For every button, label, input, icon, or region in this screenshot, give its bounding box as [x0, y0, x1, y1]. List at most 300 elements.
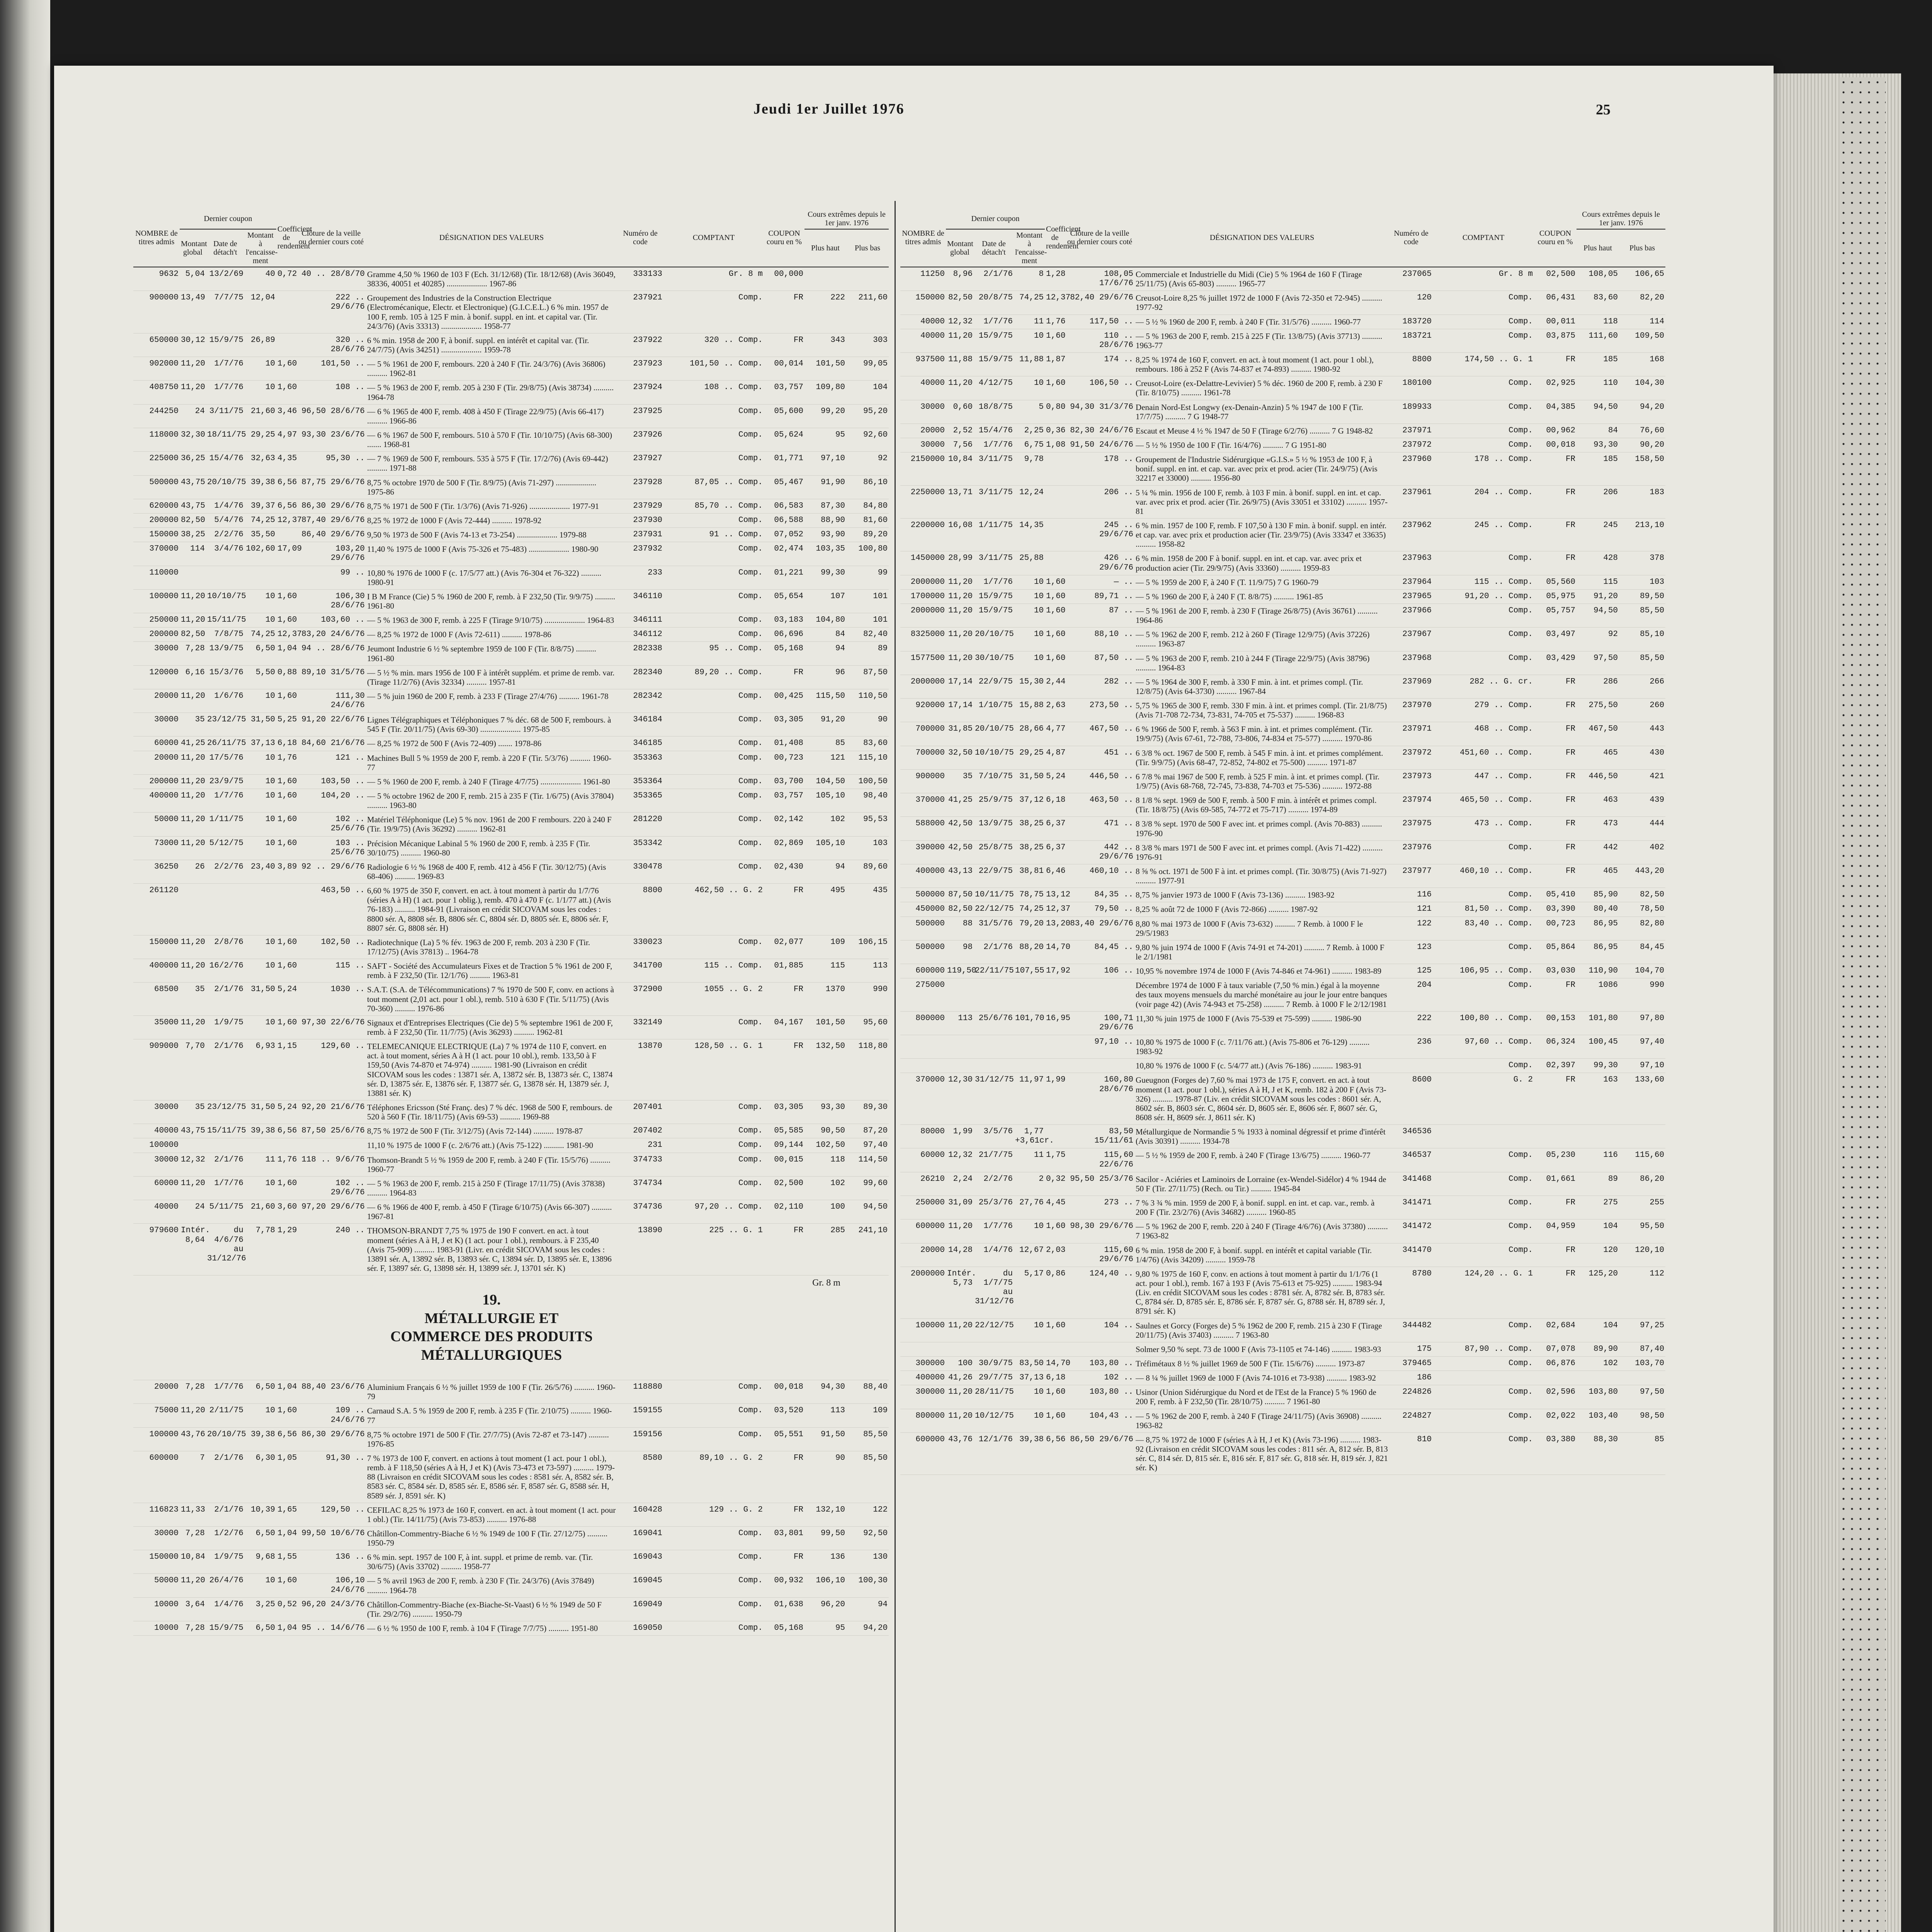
coefficient-cell: 3,46 — [276, 404, 296, 428]
titres-admis-cell: 2000000 — [900, 604, 946, 627]
comptant-cell: Gr. 8 m — [663, 267, 764, 291]
titres-admis-cell: 200000 — [133, 513, 180, 527]
montant-global-cell: 11,20 — [180, 1015, 206, 1039]
coupon-couru-cell: FR — [1534, 793, 1577, 817]
plus-haut-cell: 110 — [1577, 376, 1619, 400]
date-detach-cell: 15/9/75 — [974, 589, 1014, 604]
titres-admis-cell: 620000 — [133, 499, 180, 513]
designation-cell: Saulnes et Gorcy (Forges de) 5 % 1962 de 200 F, remb. 215 à 230 F (Tirage 20/11/75) (Avis 37403) .......... 7 1963-80 — [1134, 1318, 1389, 1342]
security-row — [133, 813, 889, 836]
comptant-cell: Comp. — [1433, 551, 1534, 575]
col-plus-bas: Plus bas — [1619, 229, 1665, 267]
montant-global-cell: 11,20 — [180, 774, 206, 789]
numero-code-cell: 237965 — [1389, 589, 1433, 604]
date-detach-cell: 20/10/75 — [206, 1427, 245, 1451]
cloture-veille-cell — [1065, 978, 1134, 1011]
plus-haut-cell: 94,50 — [1577, 604, 1619, 627]
cloture-veille-cell: 117,50 .. — [1065, 315, 1134, 329]
designation-cell: Tréfimétaux 8 ½ % juillet 1969 de 500 F (Tir. 15/6/76) .......... 1973-87 — [1134, 1356, 1389, 1371]
security-row — [133, 713, 889, 736]
plus-bas-cell: 84,80 — [846, 499, 889, 513]
coefficient-cell: 5,25 — [276, 713, 296, 736]
plus-haut-cell: 85,90 — [1577, 888, 1619, 902]
numero-code-cell: 237971 — [1389, 722, 1433, 746]
designation-cell: — 5 ½ % 1960 de 200 F, remb. à 240 F (Tir. 31/5/76) .......... 1960-77 — [1134, 315, 1389, 329]
coefficient-cell — [1045, 1059, 1065, 1073]
designation-cell: — 5 % juin 1960 de 200 F, remb. à 233 F (Tirage 27/4/76) .......... 1961-78 — [366, 689, 617, 713]
cloture-veille-cell: 178 .. — [1065, 452, 1134, 485]
plus-bas-cell: 100,30 — [846, 1574, 889, 1597]
designation-cell: 10,95 % novembre 1974 de 1000 F (Avis 74-846 et 74-961) .......... 1983-89 — [1134, 964, 1389, 978]
security-row — [900, 1432, 1665, 1475]
titres-admis-cell: 120000 — [133, 665, 180, 689]
plus-haut-cell: 1086 — [1577, 978, 1619, 1011]
coupon-couru-cell: 03,183 — [764, 613, 804, 628]
coefficient-cell: 5,24 — [1045, 769, 1065, 793]
cloture-veille-cell: 84,35 .. — [1065, 888, 1134, 902]
plus-haut-cell: 108,05 — [1577, 267, 1619, 291]
montant-global-cell: 35 — [180, 713, 206, 736]
plus-bas-cell: 443 — [1619, 722, 1665, 746]
numero-code-cell: 237972 — [1389, 746, 1433, 769]
coefficient-cell: 1,60 — [1045, 628, 1065, 651]
designation-cell: Gramme 4,50 % 1960 de 103 F (Ech. 31/12/68) (Tir. 18/12/68) (Avis 36049, 38336, 40051 et 40285) .................... 1967-86 — [366, 267, 617, 291]
section-title-line: 19. — [482, 1292, 501, 1308]
montant-global-cell: 7,28 — [180, 642, 206, 665]
montant-global-cell: 11,20 — [180, 813, 206, 836]
montant-encaissement-cell: 38,25 — [1014, 840, 1045, 864]
date-detach-cell: 13/9/75 — [974, 817, 1014, 840]
designation-cell: 8 3/8 % mars 1971 de 500 F avec int. et primes compl. (Avis 71-422) .......... 1976-91 — [1134, 840, 1389, 864]
designation-cell: — 5 % 1963 de 200 F, remb. 215 à 250 F (Tirage 17/11/75) (Avis 37838) .......... 1964-83 — [366, 1176, 617, 1200]
date-detach-cell: 1/7/76 — [206, 357, 245, 381]
designation-cell: 8 ⅝ % oct. 1971 de 500 F à int. et primes compl. (Tir. 30/8/75) (Avis 71-927) .......... 1977-91 — [1134, 864, 1389, 888]
plus-bas-cell: 89,60 — [846, 860, 889, 883]
comptant-cell: Comp. — [663, 1153, 764, 1176]
plus-haut-cell: 103,80 — [1577, 1385, 1619, 1409]
plus-bas-cell: 100,50 — [846, 774, 889, 789]
montant-encaissement-cell: 3,25 — [245, 1597, 276, 1621]
cloture-veille-cell: 103,80 .. — [1065, 1356, 1134, 1371]
coefficient-cell — [1045, 485, 1065, 518]
coupon-couru-cell — [1534, 1125, 1577, 1148]
montant-global-cell: 0,60 — [946, 400, 974, 423]
titres-admis-cell: 200000 — [133, 774, 180, 789]
coefficient-cell: 0,36 — [1045, 423, 1065, 438]
comptant-cell: Comp. — [1433, 1059, 1534, 1073]
plus-haut-cell: 88,30 — [1577, 1432, 1619, 1475]
comptant-cell: Comp. — [1433, 315, 1534, 329]
comptant-cell: Comp. — [663, 589, 764, 613]
plus-bas-cell: 103 — [846, 836, 889, 860]
plus-haut-cell: 1370 — [804, 983, 846, 1015]
coupon-couru-cell: 03,030 — [1534, 964, 1577, 978]
montant-global-cell: 5,04 — [180, 267, 206, 291]
security-row — [133, 1039, 889, 1100]
montant-encaissement-cell: 10 — [245, 1574, 276, 1597]
montant-encaissement-cell: 10 — [1014, 628, 1045, 651]
date-detach-cell: 20/10/75 — [974, 628, 1014, 651]
designation-cell: 8,75 % 1972 de 500 F (Tir. 3/12/75) (Avis 72-144) .......... 1978-87 — [366, 1124, 617, 1138]
coupon-couru-cell: 05,168 — [764, 1621, 804, 1636]
plus-bas-cell: 90,20 — [1619, 438, 1665, 452]
comptant-cell: 282 .. G. cr. — [1433, 675, 1534, 698]
montant-global-cell: 11,33 — [180, 1503, 206, 1526]
plus-bas-cell: 85 — [1619, 1432, 1665, 1475]
date-detach-cell: 1/11/75 — [206, 813, 245, 836]
security-row — [900, 485, 1665, 518]
coupon-couru-cell: 06,876 — [1534, 1356, 1577, 1371]
montant-global-cell: 43,76 — [180, 1427, 206, 1451]
montant-global-cell: 11,20 — [180, 613, 206, 628]
designation-cell: Châtillon-Commentry-Biache (ex-Biache-St-Vaast) 6 ½ % 1949 de 50 F (Tir. 29/2/76) .......... 1950-79 — [366, 1597, 617, 1621]
date-detach-cell: 1/7/76 — [974, 1219, 1014, 1243]
titres-admis-cell: 30000 — [900, 400, 946, 423]
montant-encaissement-cell — [1014, 1342, 1045, 1356]
security-row — [133, 1124, 889, 1138]
security-row — [900, 964, 1665, 978]
numero-code-cell: 341472 — [1389, 1219, 1433, 1243]
cloture-veille-cell: 99 .. — [296, 566, 366, 589]
comptant-cell: 97,60 .. Comp. — [1433, 1035, 1534, 1059]
titres-admis-cell: 902000 — [133, 357, 180, 381]
plus-haut-cell: 85 — [804, 736, 846, 751]
plus-bas-cell: 260 — [1619, 699, 1665, 722]
numero-code-cell: 346110 — [617, 589, 663, 613]
cloture-veille-cell: 96,50 28/6/76 — [296, 404, 366, 428]
security-row — [900, 840, 1665, 864]
montant-encaissement-cell: 11 — [1014, 1148, 1045, 1172]
plus-haut-cell: 120 — [1577, 1243, 1619, 1267]
cloture-veille-cell: 101,50 .. — [296, 357, 366, 381]
security-row — [900, 352, 1665, 376]
comptant-cell: 87,05 .. Comp. — [663, 475, 764, 499]
titres-admis-cell: 1700000 — [900, 589, 946, 604]
comptant-cell: 225 .. G. 1 — [663, 1224, 764, 1276]
designation-cell: Usinor (Union Sidérurgique du Nord et de l'Est de la France) 5 % 1960 de 200 F, remb. à F 232,50 (Tir. 28/10/75) .......... 7 1961-80 — [1134, 1385, 1389, 1409]
numero-code-cell: 341468 — [1389, 1172, 1433, 1196]
comptant-cell: 473 .. Comp. — [1433, 817, 1534, 840]
montant-global-cell: 11,20 — [946, 628, 974, 651]
security-row — [900, 864, 1665, 888]
security-row — [900, 1011, 1665, 1035]
montant-encaissement-cell: 37,12 — [1014, 793, 1045, 817]
montant-encaissement-cell: 31,50 — [245, 983, 276, 1015]
plus-bas-cell: 990 — [1619, 978, 1665, 1011]
coefficient-cell — [276, 333, 296, 357]
comptant-cell: Comp. — [663, 1100, 764, 1124]
montant-global-cell: 11,20 — [946, 575, 974, 589]
security-row — [133, 1176, 889, 1200]
titres-admis-cell: 600000 — [900, 1219, 946, 1243]
coefficient-cell: 1,60 — [1045, 1219, 1065, 1243]
titres-admis-cell: 244250 — [133, 404, 180, 428]
comptant-cell: 83,40 .. Comp. — [1433, 917, 1534, 940]
plus-bas-cell: 95,60 — [846, 1015, 889, 1039]
designation-cell: Métallurgique de Normandie 5 % 1933 à nominal dégressif et prime d'intérêt (Avis 30391) .......... 1934-78 — [1134, 1125, 1389, 1148]
comptant-cell: 279 .. Comp. — [1433, 699, 1534, 722]
plus-haut-cell: 96,20 — [804, 1597, 846, 1621]
security-row — [900, 917, 1665, 940]
coupon-couru-cell: 05,654 — [764, 589, 804, 613]
security-row — [133, 1138, 889, 1153]
cloture-veille-cell: 87,75 29/6/76 — [296, 475, 366, 499]
security-row — [900, 589, 1665, 604]
montant-encaissement-cell: 9,78 — [1014, 452, 1045, 485]
montant-global-cell: 11,20 — [180, 381, 206, 404]
security-row — [133, 884, 889, 935]
montant-encaissement-cell: 6,50 — [245, 1621, 276, 1636]
coupon-couru-cell: 04,167 — [764, 1015, 804, 1039]
coefficient-cell: 1,60 — [276, 836, 296, 860]
numero-code-cell: 237922 — [617, 333, 663, 357]
plus-haut-cell: 109 — [804, 935, 846, 959]
comptant-cell: Comp. — [1433, 438, 1534, 452]
date-detach-cell: 23/12/75 — [206, 1100, 245, 1124]
date-detach-cell — [974, 1059, 1014, 1073]
coefficient-cell — [1045, 551, 1065, 575]
coefficient-cell: 6,18 — [1045, 1371, 1065, 1385]
cloture-veille-cell: 95,50 25/3/76 — [1065, 1172, 1134, 1196]
plus-haut-cell: 104,80 — [804, 613, 846, 628]
montant-encaissement-cell: 5 — [1014, 400, 1045, 423]
cloture-veille-cell: 102 .. 25/6/76 — [296, 813, 366, 836]
numero-code-cell: 231 — [617, 1138, 663, 1153]
date-detach-cell: 25/9/75 — [974, 793, 1014, 817]
montant-global-cell: 35 — [946, 769, 974, 793]
titres-admis-cell: 400000 — [133, 959, 180, 983]
montant-encaissement-cell: 74,25 — [245, 513, 276, 527]
montant-global-cell: 7,56 — [946, 438, 974, 452]
coupon-couru-cell: FR — [1534, 1196, 1577, 1219]
coupon-couru-cell: FR — [764, 1451, 804, 1503]
titres-admis-cell: 650000 — [133, 333, 180, 357]
date-detach-cell: 29/7/75 — [974, 1371, 1014, 1385]
coupon-couru-cell: 05,600 — [764, 404, 804, 428]
comptant-cell: Comp. — [663, 689, 764, 713]
plus-bas-cell: 92 — [846, 452, 889, 475]
comptant-cell: 115 .. Comp. — [1433, 575, 1534, 589]
montant-global-cell: 8,96 — [946, 267, 974, 291]
comptant-cell: Comp. — [1433, 628, 1534, 651]
coefficient-cell: 4,77 — [1045, 722, 1065, 746]
titres-admis-cell: 700000 — [900, 746, 946, 769]
designation-cell: — 5 % 1960 de 200 F, remb. à 240 F (Tirage 4/7/75) .................... 1961-80 — [366, 774, 617, 789]
montant-encaissement-cell: 107,55 — [1014, 964, 1045, 978]
date-detach-cell: 13/9/75 — [206, 642, 245, 665]
numero-code-cell: 282338 — [617, 642, 663, 665]
montant-global-cell: 119,50 — [946, 964, 974, 978]
montant-encaissement-cell: 11,88 — [1014, 352, 1045, 376]
plus-bas-cell: 110,50 — [846, 689, 889, 713]
cloture-veille-cell: 99,50 10/6/76 — [296, 1526, 366, 1550]
coefficient-cell — [1045, 518, 1065, 551]
designation-cell: — 5 % 1962 de 200 F, remb. 220 à 240 F (Tirage 4/6/76) (Avis 37380) .......... 7 1963-82 — [1134, 1219, 1389, 1243]
cloture-veille-cell: 82,30 24/6/76 — [1065, 423, 1134, 438]
comptant-cell: 462,50 .. G. 2 — [663, 884, 764, 935]
montant-global-cell: 7,28 — [180, 1526, 206, 1550]
numero-code-cell: 237928 — [617, 475, 663, 499]
designation-cell: — 5 % octobre 1962 de 200 F, remb. 215 à 235 F (Tir. 1/6/75) (Avis 37804) .......... 1963-80 — [366, 789, 617, 813]
titres-admis-cell: 118000 — [133, 428, 180, 451]
titres-admis-cell: 600000 — [900, 964, 946, 978]
coupon-couru-cell: 00,018 — [1534, 438, 1577, 452]
security-row — [900, 628, 1665, 651]
montant-encaissement-cell: 31,50 — [1014, 769, 1045, 793]
montant-global-cell: 42,50 — [946, 840, 974, 864]
designation-cell: THOMSON-BRANDT 7,75 % 1975 de 190 F convert. en act. à tout moment (séries A à H, J et K) (1 act. pour 1 obl.), rembours. à F 235,40 (Avis 75-909) .......... 1983-91 (Livr. en crédit SICOVAM sous les codes : 13891 sér. A, 13892 sér. B, 13893 sér. C, 13894 sér. D, 13895 sér. E, 13896 sér. F, 13897 sér. G, 13898 sér. H, 13899 sér. J, 13701 sér. K) — [366, 1224, 617, 1276]
designation-cell: 5,75 % 1965 de 300 F, remb. 330 F min. à int. et primes compl. (Tir. 21/8/75) (Avis 71-708 72-734, 73-831, 74-705 et 75-537) .......... 1968-83 — [1134, 699, 1389, 722]
date-detach-cell: 2/1/76 — [206, 983, 245, 1015]
date-detach-cell: 15/9/75 — [206, 1621, 245, 1636]
cloture-veille-cell: 109 .. 24/6/76 — [296, 1404, 366, 1427]
cloture-veille-cell: 91,20 22/6/76 — [296, 713, 366, 736]
coupon-couru-cell: 01,771 — [764, 452, 804, 475]
security-row — [900, 551, 1665, 575]
coefficient-cell: 1,60 — [276, 1574, 296, 1597]
montant-global-cell: 6,16 — [180, 665, 206, 689]
montant-encaissement-cell — [1014, 978, 1045, 1011]
comptant-cell: Gr. 8 m — [1433, 267, 1534, 291]
montant-encaissement-cell: 15,88 — [1014, 699, 1045, 722]
designation-cell: 11,40 % 1975 de 1000 F (Avis 75-326 et 75-483) .................... 1980-90 — [366, 542, 617, 566]
coupon-couru-cell: 01,885 — [764, 959, 804, 983]
cloture-veille-cell: 84,60 21/6/76 — [296, 736, 366, 751]
coefficient-cell: 1,60 — [276, 1404, 296, 1427]
coupon-couru-cell: 00,000 — [764, 267, 804, 291]
plus-haut-cell: 106,10 — [804, 1574, 846, 1597]
cloture-veille-cell: 1030 .. — [296, 983, 366, 1015]
date-detach-cell: 4/12/75 — [974, 376, 1014, 400]
book-cover-marbling — [1839, 77, 1886, 1932]
security-row — [133, 1153, 889, 1176]
security-row — [900, 1172, 1665, 1196]
titres-admis-cell: 100000 — [133, 1427, 180, 1451]
montant-global-cell: 32,30 — [180, 428, 206, 451]
montant-encaissement-cell: 35,50 — [245, 528, 276, 542]
plus-bas-cell: 106,15 — [846, 935, 889, 959]
col-designation: DÉSIGNATION DES VALEURS — [366, 209, 617, 267]
titres-admis-cell: 275000 — [900, 978, 946, 1011]
date-detach-cell: 13/2/69 — [206, 267, 245, 291]
comptant-cell: Comp. — [1433, 329, 1534, 352]
date-detach-cell: 3/11/75 — [206, 404, 245, 428]
montant-global-cell: 11,20 — [946, 1219, 974, 1243]
plus-bas-cell: 118,80 — [846, 1039, 889, 1100]
titres-admis-cell: 408750 — [133, 381, 180, 404]
comptant-cell: Comp. — [663, 628, 764, 642]
coupon-couru-cell: 02,110 — [764, 1200, 804, 1224]
date-detach-cell: 15/11/75 — [206, 1124, 245, 1138]
cloture-veille-cell: 89,71 .. — [1065, 589, 1134, 604]
cloture-veille-cell: 115,60 29/6/76 — [1065, 1243, 1134, 1267]
cloture-veille-cell: 106,30 28/6/76 — [296, 589, 366, 613]
security-row — [133, 1526, 889, 1550]
coupon-couru-cell: 02,500 — [1534, 267, 1577, 291]
plus-haut-cell: 125,20 — [1577, 1267, 1619, 1318]
designation-cell: — 5 % 1959 de 200 F, à 240 F (T. 11/9/75) 7 G 1960-79 — [1134, 575, 1389, 589]
designation-cell: — 5 % avril 1963 de 200 F, remb. à 230 F (Tir. 24/3/76) (Avis 37849) .......... 1964-78 — [366, 1574, 617, 1597]
cloture-veille-cell: 94,30 31/3/76 — [1065, 400, 1134, 423]
coefficient-cell: 0,80 — [1045, 400, 1065, 423]
montant-encaissement-cell: 25,88 — [1014, 551, 1045, 575]
coefficient-cell: 1,76 — [276, 751, 296, 774]
coefficient-cell: 1,04 — [276, 1621, 296, 1636]
montant-global-cell: 13,71 — [946, 485, 974, 518]
date-detach-cell: 3/11/75 — [974, 452, 1014, 485]
cloture-veille-cell — [1065, 1059, 1134, 1073]
coupon-couru-cell: 02,077 — [764, 935, 804, 959]
designation-cell: Matériel Téléphonique (Le) 5 % nov. 1961 de 200 F rembours. 220 à 240 F (Tir. 19/9/75) (Avis 36292) .......... 1962-81 — [366, 813, 617, 836]
coupon-couru-cell: 02,596 — [1534, 1385, 1577, 1409]
date-detach-cell: 21/7/75 — [974, 1148, 1014, 1172]
coupon-couru-cell: 03,390 — [1534, 902, 1577, 917]
montant-global-cell — [180, 1138, 206, 1153]
coefficient-cell: 4,35 — [276, 452, 296, 475]
numero-code-cell: 237932 — [617, 542, 663, 566]
designation-cell: — 6 % 1967 de 500 F, rembours. 510 à 570 F (Tir. 10/10/75) (Avis 68-300) ....... 1968-81 — [366, 428, 617, 451]
coefficient-cell: 1,60 — [276, 689, 296, 713]
date-detach-cell: 15/9/75 — [206, 333, 245, 357]
coefficient-cell: 16,95 — [1045, 1011, 1065, 1035]
numero-code-cell: 169041 — [617, 1526, 663, 1550]
date-detach-cell: 2/2/76 — [206, 528, 245, 542]
coupon-couru-cell: 05,757 — [1534, 604, 1577, 627]
coupon-couru-cell: 04,959 — [1534, 1219, 1577, 1243]
designation-cell: Radiotechnique (La) 5 % fév. 1963 de 200 F, remb. 203 à 230 F (Tir. 17/12/75) (Avis 37813) .. 1964-78 — [366, 935, 617, 959]
plus-bas-cell: 97,25 — [1619, 1318, 1665, 1342]
cloture-veille-cell: 100,71 29/6/76 — [1065, 1011, 1134, 1035]
plus-bas-cell: 99 — [846, 566, 889, 589]
coupon-couru-cell: 05,975 — [1534, 589, 1577, 604]
cloture-veille-cell: 108 .. — [296, 381, 366, 404]
montant-global-cell: 12,32 — [946, 315, 974, 329]
coupon-couru-cell: 00,011 — [1534, 315, 1577, 329]
montant-global-cell: 114 — [180, 542, 206, 566]
coupon-couru-cell: FR — [1534, 722, 1577, 746]
plus-haut-cell: 132,50 — [804, 1039, 846, 1100]
plus-haut-cell: 80,40 — [1577, 902, 1619, 917]
plus-haut-cell: 95 — [804, 428, 846, 451]
montant-global-cell: 24 — [180, 1200, 206, 1224]
numero-code-cell: 237968 — [1389, 651, 1433, 675]
plus-haut-cell: 94 — [804, 642, 846, 665]
numero-code-cell: 159155 — [617, 1404, 663, 1427]
coefficient-cell — [1045, 452, 1065, 485]
plus-bas-cell: 99,05 — [846, 357, 889, 381]
montant-encaissement-cell: 10 — [245, 836, 276, 860]
comptant-cell: 124,20 .. G. 1 — [1433, 1267, 1534, 1318]
montant-encaissement-cell: 102,60 — [245, 542, 276, 566]
section-spacer — [133, 1276, 366, 1380]
numero-code-cell: 8780 — [1389, 1267, 1433, 1318]
plus-bas-cell: 109 — [846, 1404, 889, 1427]
numero-code-cell: 281220 — [617, 813, 663, 836]
plus-haut-cell: 101,80 — [1577, 1011, 1619, 1035]
designation-cell: Châtillon-Commentry-Biache 6 ½ % 1949 de 100 F (Tir. 27/12/75) .......... 1950-79 — [366, 1526, 617, 1550]
cloture-veille-cell: 442 .. 29/6/76 — [1065, 840, 1134, 864]
coefficient-cell: 6,18 — [276, 736, 296, 751]
numero-code-cell: 333133 — [617, 267, 663, 291]
plus-bas-cell: 89,30 — [846, 1100, 889, 1124]
designation-cell: 9,80 % 1975 de 160 F, conv. en actions à tout moment à partir du 1/1/76 (1 act. pour 1 obl.), remb. 167 à 193 F (Avis 75-613 et 75-925) .......... 1983-94 (Liv. en crédit SICOVAM sous les codes : 8781 sér. A, 8782 sér. B, 8783 sér. C, 8784 sér. D, 8785 sér. E, 8786 sér. F, 8787 sér. G, 8788 sér. H, 8789 sér. J, 8791 sér. K) — [1134, 1267, 1389, 1318]
cloture-veille-cell: 273 .. — [1065, 1196, 1134, 1219]
date-detach-cell: du 4/6/76 au 31/12/76 — [206, 1224, 245, 1276]
montant-encaissement-cell: 10 — [1014, 1318, 1045, 1342]
coupon-couru-cell: 03,757 — [764, 381, 804, 404]
date-detach-cell: 22/9/75 — [974, 675, 1014, 698]
security-row — [133, 1574, 889, 1597]
